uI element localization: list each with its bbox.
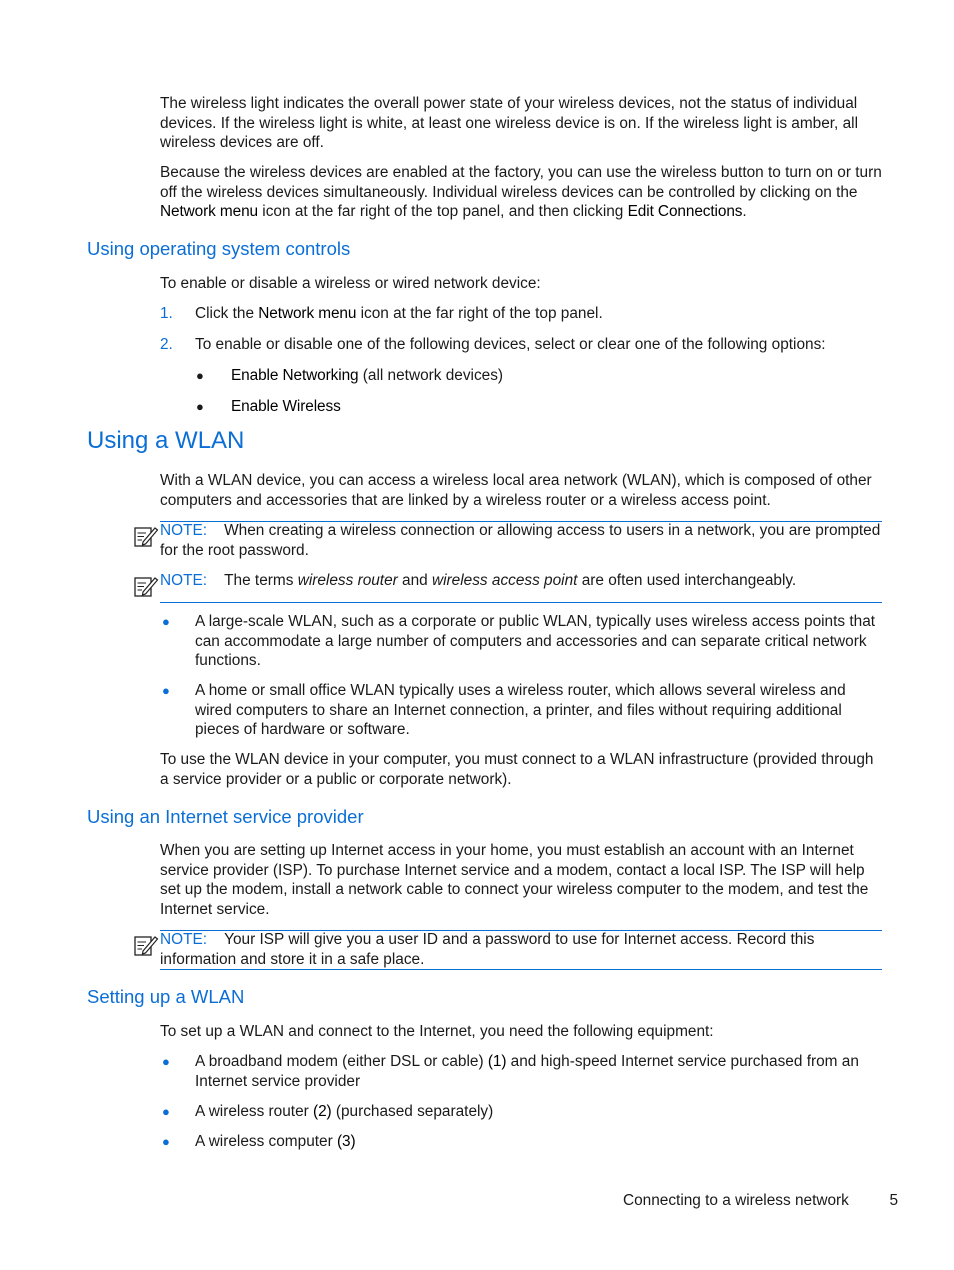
blue-bullet: ● xyxy=(162,1104,170,1119)
edit-connections-term: Edit Connections xyxy=(627,203,743,221)
text-run: are often used interchangeably. xyxy=(577,572,797,589)
note-pencil-icon xyxy=(133,524,159,548)
note-1 xyxy=(160,521,882,560)
note-pencil-icon xyxy=(133,574,159,598)
text-run: . xyxy=(742,203,747,221)
option-enable-networking xyxy=(231,366,503,386)
term-wireless-access-point: wireless access point xyxy=(432,572,578,589)
wlan-intro: With a WLAN device, you can access a wireless local area network (WLAN), which is composed of other computers and accessories that are linked by a wireless router or a wireless access point. xyxy=(160,472,872,509)
heading-os-controls: Using operating system controls xyxy=(87,238,351,259)
text-run: Because the wireless devices are enabled at the factory, you can use the wireless button to turn on or turn off the wireless devices simultaneously. Individual wireless devices can be controlled by clicking on the xyxy=(160,164,882,201)
text-run: and high-speed Internet service purchased from an Internet service provider xyxy=(195,1053,859,1090)
blue-bullet: ● xyxy=(162,614,170,629)
equipment-item-computer xyxy=(195,1132,882,1152)
wlan-infrastructure-paragraph: To use the WLAN device in your computer, you must connect to a WLAN infrastructure (provided through a service provider or a public or corporate network). xyxy=(160,751,874,788)
wlan-bullet-large-scale: A large-scale WLAN, such as a corporate or public WLAN, typically uses wireless access points that can accommodate a large number of computers and accessories and can separate critical network functions. xyxy=(195,613,876,670)
text-run: icon at the far right of the top panel, and then clicking xyxy=(258,203,628,221)
step-number-2: 2. xyxy=(160,336,173,353)
black-bullet: ● xyxy=(196,368,204,383)
intro-paragraph-2 xyxy=(160,163,882,222)
setup-intro: To set up a WLAN and connect to the Internet, you need the following equipment: xyxy=(160,1023,714,1040)
note-label: NOTE: xyxy=(160,572,208,589)
text-run: (all network devices) xyxy=(358,367,504,384)
intro-paragraph-1: The wireless light indicates the overall power state of your wireless devices, not the status of individual devices. If the wireless light is white, at least one wireless device is on. If the wireless light is amber, all wireless devices are off. xyxy=(160,95,859,152)
callout-1: (1) xyxy=(487,1053,507,1070)
isp-paragraph: When you are setting up Internet access in your home, you must establish an account with an Internet service provider (ISP). To purchase Internet service and a modem, contact a local ISP. The ISP will help set up the modem, install a network cable to connect your wireless computer to the modem, and test the Internet service. xyxy=(160,842,869,918)
text-run: A wireless router xyxy=(195,1103,314,1120)
note-label: NOTE: xyxy=(160,931,208,948)
equipment-item-modem xyxy=(195,1052,882,1091)
blue-bullet: ● xyxy=(162,1134,170,1149)
text-run: A wireless computer xyxy=(195,1133,337,1150)
note-pencil-icon xyxy=(133,933,159,957)
footer-section-title: Connecting to a wireless network xyxy=(623,1192,849,1209)
page-footer xyxy=(623,1191,898,1211)
note-rule-bottom xyxy=(160,969,882,970)
heading-setting-up-wlan: Setting up a WLAN xyxy=(87,986,245,1007)
term-wireless-router: wireless router xyxy=(297,572,398,589)
option-enable-wireless xyxy=(231,397,341,417)
text-run: and xyxy=(397,572,433,589)
note-text: Your ISP will give you a user ID and a password to use for Internet access. Record this information and store it in a safe place. xyxy=(160,931,815,968)
heading-using-wlan: Using a WLAN xyxy=(87,427,245,454)
text-run: A broadband modem (either DSL or cable) xyxy=(195,1053,488,1070)
network-menu-term: Network menu xyxy=(258,305,357,322)
step-2-text: To enable or disable one of the following devices, select or clear one of the following options: xyxy=(195,336,826,353)
callout-3: (3) xyxy=(337,1133,356,1150)
heading-isp: Using an Internet service provider xyxy=(87,806,364,827)
callout-2: (2) xyxy=(313,1103,332,1120)
text-run: Click the xyxy=(195,305,259,322)
enable-networking-term: Enable Networking xyxy=(231,367,359,384)
isp-note xyxy=(160,930,882,969)
wlan-bullet-home-office: A home or small office WLAN typically uses a wireless router, which allows several wireless and wired computers to share an Internet connection, a printer, and files without requiring additional pieces of hardware or software. xyxy=(195,682,846,739)
step-1-text xyxy=(195,304,882,324)
note-label: NOTE: xyxy=(160,522,208,539)
note-2 xyxy=(160,571,882,591)
text-run: The terms xyxy=(224,572,298,589)
os-controls-intro: To enable or disable a wireless or wired network device: xyxy=(160,275,541,292)
note-rule-bottom xyxy=(160,602,882,603)
step-number-1: 1. xyxy=(160,305,173,322)
text-run: (purchased separately) xyxy=(331,1103,494,1120)
blue-bullet: ● xyxy=(162,683,170,698)
blue-bullet: ● xyxy=(162,1054,170,1069)
black-bullet: ● xyxy=(196,399,204,414)
enable-wireless-term: Enable Wireless xyxy=(231,398,341,415)
text-run: icon at the far right of the top panel. xyxy=(356,305,603,322)
page-number: 5 xyxy=(889,1192,898,1209)
network-menu-term: Network menu xyxy=(160,203,259,221)
note-text: When creating a wireless connection or allowing access to users in a network, you are prompted for the root password. xyxy=(160,522,881,559)
equipment-item-router xyxy=(195,1102,882,1122)
